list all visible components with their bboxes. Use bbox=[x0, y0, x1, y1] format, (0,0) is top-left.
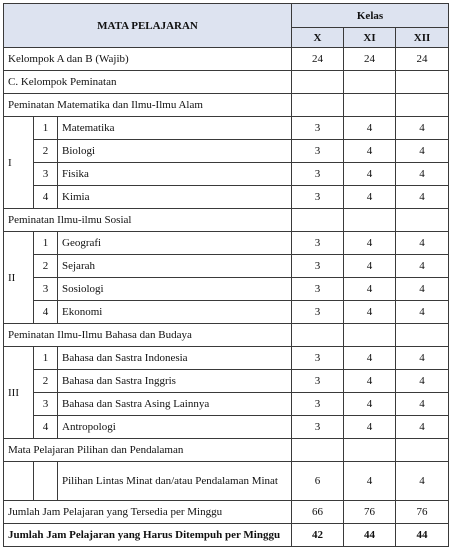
value-x: 66 bbox=[292, 501, 344, 524]
value-xii: 4 bbox=[396, 301, 449, 324]
value-xi: 4 bbox=[344, 140, 396, 163]
empty-cell bbox=[396, 324, 449, 347]
subject-row bbox=[4, 347, 449, 370]
empty-cell bbox=[292, 71, 344, 94]
subject-row bbox=[4, 370, 449, 393]
subject-row bbox=[4, 140, 449, 163]
total-ditempuh-label: Jumlah Jam Pelajaran yang Harus Ditempuh per Minggu bbox=[4, 524, 292, 547]
value-x: 6 bbox=[292, 462, 344, 501]
value-x: 3 bbox=[292, 278, 344, 301]
subject-no: 4 bbox=[34, 416, 58, 439]
value-x: 3 bbox=[292, 117, 344, 140]
value-xii: 4 bbox=[396, 278, 449, 301]
value-x: 3 bbox=[292, 416, 344, 439]
subject-name: Antropologi bbox=[58, 416, 292, 439]
pilihan-title-row bbox=[4, 439, 449, 462]
value-xi: 4 bbox=[344, 416, 396, 439]
empty-cell bbox=[396, 71, 449, 94]
value-x: 3 bbox=[292, 255, 344, 278]
value-xii: 4 bbox=[396, 163, 449, 186]
row-kelompok-ab bbox=[4, 48, 449, 71]
value-x: 42 bbox=[292, 524, 344, 547]
group-roman: I bbox=[4, 117, 34, 209]
value-xii: 4 bbox=[396, 117, 449, 140]
value-xii: 4 bbox=[396, 255, 449, 278]
subject-name: Bahasa dan Sastra Asing Lainnya bbox=[58, 393, 292, 416]
empty-cell bbox=[292, 209, 344, 232]
value-x: 3 bbox=[292, 163, 344, 186]
subject-name: Matematika bbox=[58, 117, 292, 140]
subject-no: 3 bbox=[34, 393, 58, 416]
empty-cell bbox=[344, 94, 396, 117]
subject-row bbox=[4, 232, 449, 255]
subject-no: 1 bbox=[34, 347, 58, 370]
subject-no: 2 bbox=[34, 140, 58, 163]
value-xi: 4 bbox=[344, 232, 396, 255]
subject-row bbox=[4, 416, 449, 439]
value-x: 3 bbox=[292, 347, 344, 370]
subject-no: 3 bbox=[34, 163, 58, 186]
subject-no: 1 bbox=[34, 117, 58, 140]
group-roman: III bbox=[4, 347, 34, 439]
header-grade-x: X bbox=[292, 28, 344, 48]
subject-row bbox=[4, 255, 449, 278]
pilihan-title: Mata Pelajaran Pilihan dan Pendalaman bbox=[4, 439, 292, 462]
value-xii: 4 bbox=[396, 393, 449, 416]
value-x: 3 bbox=[292, 370, 344, 393]
value-xi: 24 bbox=[344, 48, 396, 71]
empty-cell bbox=[344, 209, 396, 232]
value-x: 3 bbox=[292, 393, 344, 416]
group-roman: II bbox=[4, 232, 34, 324]
subject-name: Biologi bbox=[58, 140, 292, 163]
empty-cell bbox=[396, 439, 449, 462]
subject-name: Sosiologi bbox=[58, 278, 292, 301]
row-label: C. Kelompok Peminatan bbox=[4, 71, 292, 94]
row-label: Kelompok A dan B (Wajib) bbox=[4, 48, 292, 71]
header-grade-xi: XI bbox=[344, 28, 396, 48]
value-xi: 4 bbox=[344, 462, 396, 501]
subject-name: Fisika bbox=[58, 163, 292, 186]
subject-row bbox=[4, 393, 449, 416]
value-xi: 4 bbox=[344, 393, 396, 416]
value-xii: 4 bbox=[396, 232, 449, 255]
total-tersedia-row bbox=[4, 501, 449, 524]
value-xii: 4 bbox=[396, 140, 449, 163]
subject-no: 2 bbox=[34, 255, 58, 278]
empty-cell bbox=[344, 71, 396, 94]
total-ditempuh-row bbox=[4, 524, 449, 547]
value-xi: 4 bbox=[344, 370, 396, 393]
value-xii: 44 bbox=[396, 524, 449, 547]
subject-name: Bahasa dan Sastra Inggris bbox=[58, 370, 292, 393]
header-grade-xii: XII bbox=[396, 28, 449, 48]
subject-no: 2 bbox=[34, 370, 58, 393]
header-kelas: Kelas bbox=[292, 4, 449, 28]
empty-cell bbox=[292, 439, 344, 462]
value-x: 3 bbox=[292, 186, 344, 209]
total-tersedia-label: Jumlah Jam Pelajaran yang Tersedia per Minggu bbox=[4, 501, 292, 524]
empty-cell bbox=[396, 209, 449, 232]
group-title-row bbox=[4, 209, 449, 232]
value-x: 3 bbox=[292, 232, 344, 255]
subject-name: Ekonomi bbox=[58, 301, 292, 324]
empty-cell bbox=[396, 94, 449, 117]
value-x: 24 bbox=[292, 48, 344, 71]
value-xi: 4 bbox=[344, 163, 396, 186]
value-xi: 4 bbox=[344, 117, 396, 140]
empty-cell bbox=[344, 439, 396, 462]
subject-row bbox=[4, 186, 449, 209]
value-xii: 4 bbox=[396, 186, 449, 209]
group-title-row bbox=[4, 324, 449, 347]
group-title-row bbox=[4, 94, 449, 117]
empty-cell bbox=[292, 324, 344, 347]
value-xii: 4 bbox=[396, 370, 449, 393]
value-x: 3 bbox=[292, 140, 344, 163]
value-xii: 4 bbox=[396, 416, 449, 439]
value-xi: 4 bbox=[344, 301, 396, 324]
value-xi: 44 bbox=[344, 524, 396, 547]
value-xi: 4 bbox=[344, 255, 396, 278]
subject-no: 1 bbox=[34, 232, 58, 255]
pilihan-item-row bbox=[4, 462, 449, 501]
curriculum-table-container bbox=[3, 3, 448, 547]
empty-cell bbox=[34, 462, 58, 501]
subject-no: 3 bbox=[34, 278, 58, 301]
subject-row bbox=[4, 301, 449, 324]
value-x: 3 bbox=[292, 301, 344, 324]
value-xii: 4 bbox=[396, 347, 449, 370]
subject-name: Bahasa dan Sastra Indonesia bbox=[58, 347, 292, 370]
value-xii: 24 bbox=[396, 48, 449, 71]
subject-row bbox=[4, 163, 449, 186]
empty-cell bbox=[344, 324, 396, 347]
subject-name: Geografi bbox=[58, 232, 292, 255]
curriculum-table bbox=[3, 3, 449, 547]
value-xi: 4 bbox=[344, 278, 396, 301]
value-xi: 76 bbox=[344, 501, 396, 524]
group-title: Peminatan Ilmu-ilmu Sosial bbox=[4, 209, 292, 232]
pilihan-item: Pilihan Lintas Minat dan/atau Pendalaman Minat bbox=[58, 462, 292, 501]
header-subject: MATA PELAJARAN bbox=[4, 4, 292, 48]
value-xi: 4 bbox=[344, 186, 396, 209]
subject-row bbox=[4, 117, 449, 140]
subject-name: Kimia bbox=[58, 186, 292, 209]
row-kelompok-c bbox=[4, 71, 449, 94]
empty-cell bbox=[4, 462, 34, 501]
value-xi: 4 bbox=[344, 347, 396, 370]
group-title: Peminatan Matematika dan Ilmu-Ilmu Alam bbox=[4, 94, 292, 117]
value-xii: 76 bbox=[396, 501, 449, 524]
group-title: Peminatan Ilmu-Ilmu Bahasa dan Budaya bbox=[4, 324, 292, 347]
subject-no: 4 bbox=[34, 301, 58, 324]
empty-cell bbox=[292, 94, 344, 117]
subject-name: Sejarah bbox=[58, 255, 292, 278]
subject-row bbox=[4, 278, 449, 301]
value-xii: 4 bbox=[396, 462, 449, 501]
subject-no: 4 bbox=[34, 186, 58, 209]
